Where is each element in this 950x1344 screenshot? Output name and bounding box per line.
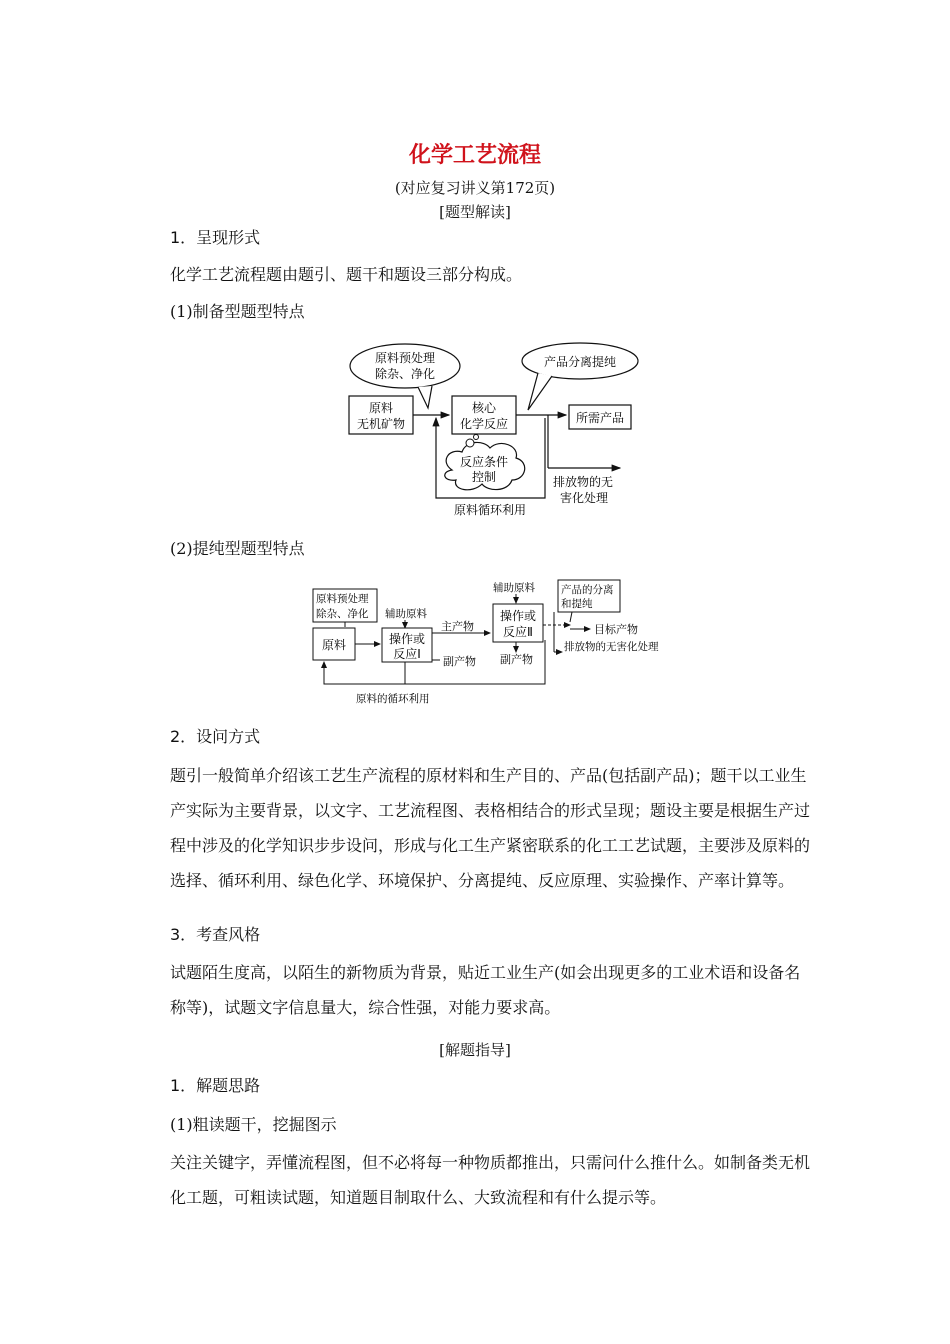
subheading-rough-reading: (1)粗读题干，挖掘图示 (170, 1115, 337, 1134)
aux-material-label-2: 辅助原料 (493, 582, 535, 594)
paragraph-presentation: 化学工艺流程题由题引、题干和题设三部分构成。 (170, 265, 523, 284)
page-subtitle: (对应复习讲义第172页) (394, 179, 556, 197)
subheading-preparation-type: (1)制备型题型特点 (170, 302, 305, 321)
operation-2-label-1: 操作或 (499, 609, 537, 623)
section-heading-interpretation: [题型解读] (439, 203, 511, 221)
required-product-label: 所需产品 (575, 411, 625, 425)
purification-flow-diagram (305, 575, 675, 710)
pretreatment-label-2: 除杂、净化 (316, 608, 369, 620)
recycle-label: 原料的循环利用 (356, 693, 430, 705)
raw-material-label-1: 原料 (368, 401, 394, 415)
reaction-condition-label-1: 反应条件 (459, 455, 509, 469)
by-product-2-label: 副产物 (500, 653, 533, 666)
operation-1-label-2: 反应Ⅰ (393, 647, 421, 661)
separation-label-2: 和提纯 (561, 598, 593, 610)
separation-label: 产品分离提纯 (543, 355, 617, 369)
heading-exam-style: 3．考查风格 (170, 925, 261, 944)
by-product-1-label: 副产物 (443, 655, 476, 668)
pretreatment-label-2: 除杂、净化 (374, 367, 436, 381)
operation-2-label-2: 反应Ⅱ (503, 625, 533, 639)
heading-question-style: 2．设问方式 (170, 727, 261, 746)
operation-1-label-1: 操作或 (388, 632, 426, 646)
reaction-condition-label-2: 控制 (471, 470, 497, 484)
raw-material-label-2: 无机矿物 (356, 417, 406, 431)
paragraph-exam-style: 试题陌生度高，以陌生的新物质为背景，贴近工业生产(如会出现更多的工业术语和设备名称等)，试题文字信息量大，综合性强，对能力要求高。 (170, 963, 801, 1017)
heading-solving-approach: 1．解题思路 (170, 1076, 261, 1095)
core-reaction-label-2: 化学反应 (459, 417, 509, 431)
pretreatment-label-1: 原料预处理 (316, 593, 369, 605)
aux-material-label-1: 辅助原料 (385, 608, 427, 620)
paragraph-question-style: 题引一般简单介绍该工艺生产流程的原材料和生产目的、产品(包括副产品)；题干以工业生产实际为主要背景，以文字、工艺流程图、表格相结合的形式呈现；题设主要是根据生产过程中涉及的化学知识步步设问，形成与化工生产紧密联系的化工工艺试题，主要涉及原料的选择、循环利用、绿色化学、环境保护、分离提纯、反应原理、实验操作、产率计算等。 (170, 766, 811, 890)
waste-treatment-label-2: 害化处理 (560, 491, 609, 505)
paragraph-rough-reading: 关注关键字，弄懂流程图，但不必将每一种物质都推出，只需问什么推什么。如制备类无机化工题，可粗读试题，知道题目制取什么、大致流程和有什么提示等。 (170, 1153, 811, 1207)
separation-label-1: 产品的分离 (561, 584, 614, 596)
pretreatment-label-1: 原料预处理 (374, 351, 436, 365)
page-title: 化学工艺流程 (408, 143, 541, 168)
subheading-purification-type: (2)提纯型题型特点 (170, 539, 305, 558)
waste-treatment-label: 排放物的无害化处理 (564, 641, 659, 653)
raw-material-label: 原料 (321, 638, 347, 652)
core-reaction-label-1: 核心 (471, 401, 497, 415)
recycle-label: 原料循环利用 (453, 503, 527, 517)
waste-treatment-label-1: 排放物的无 (553, 475, 614, 489)
preparation-flow-diagram (330, 335, 640, 525)
heading-presentation-form: 1．呈现形式 (170, 228, 261, 247)
main-product-label: 主产物 (441, 620, 474, 633)
section-heading-guidance: [解题指导] (439, 1041, 511, 1059)
target-product-label: 目标产物 (594, 623, 638, 636)
